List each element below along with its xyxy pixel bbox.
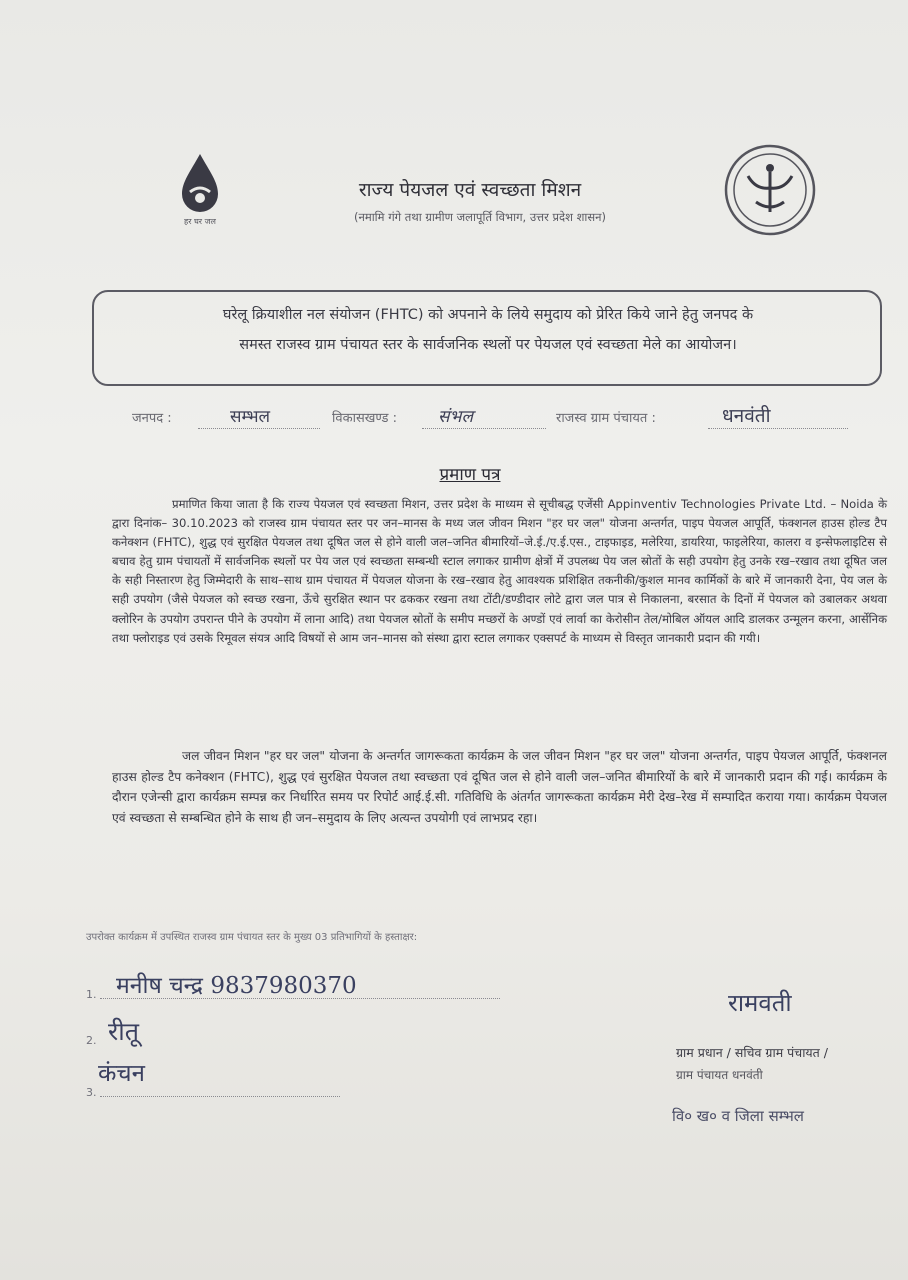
organization-title: राज्य पेयजल एवं स्वच्छता मिशन <box>358 179 582 201</box>
certificate-paragraph-2: जल जीवन मिशन "हर घर जल" योजना के अन्तर्गत जागरूकता कार्यक्रम के जल जीवन मिशन "हर घर जल" योजना अन्तर्गत, पाइप पेयजल आपूर्ति, फंक्शनल हाउस होल्ड टैप कनेक्शन (FHTC), शुद्ध एवं सुरक्षित पेयजल तथा स्वच्छता एवं दूषित जल से होने वाली जल–जनित बीमारियों के बारे में जानकारी प्रदान की गई। कार्यक्रम के दौरान एजेन्सी द्वारा कार्यक्रम सम्पन्न कर निर्धारित समय पर रिपोर्ट आई.ई.सी. गतिविधि के अंतर्गत जागरूकता कार्यक्रम मेरी देख–रेख में सम्पादित कराया गया। कार्यक्रम पेयजल एवं स्वच्छता से सम्बन्धित होने के साथ ही जन–समुदाय के लिए अत्यन्त उपयोगी एवं लाभप्रद रहा। <box>112 749 887 825</box>
logo-text: हर घर जल <box>184 217 216 226</box>
block-label: विकासखण्ड : <box>332 411 398 426</box>
participant-signature-2: रीतू <box>108 1017 139 1046</box>
har-ghar-jal-logo <box>160 150 240 240</box>
certificate-paragraph-1: प्रमाणित किया जाता है कि राज्य पेयजल एवं स्वच्छता मिशन, उत्तर प्रदेश के माध्यम से सूचीबद्ध एजेंसी Appinventiv Technologies Private Ltd. – Noida के द्वारा दिनांक– 30.10.2023 को राजस्व ग्राम पंचायत स्तर पर जन–मानस के मध्य जल जीवन मिशन "हर घर जल" योजना अन्तर्गत, पाइप पेयजल आपूर्ति, फंक्शनल हाउस होल्ड टैप कनेक्शन (FHTC), शुद्ध एवं सुरक्षित पेयजल तथा दूषित जल से होने वाली जल–जनित बीमारियों–जे.ई./ए.ई.एस., टाइफाइड, मलेरिया, डायरिया, फाइलेरिया, कालरा व इन्सेफलाइटिस से बचाव हेतु ग्राम पंचायतों में सार्वजनिक स्थलों पर पेय जल एवं स्वच्छता सम्बन्धी स्टाल लगाकर ग्रामीण क्षेत्रों में उपलब्ध पेय जल स्रोतों के सही उपयोग हेतु उनके रख–रखाव तथा दूषित जल के सही निस्तारण हेतु जिम्मेदारी के साथ–साथ ग्राम पंचायत में पेयजल योजना के रख–रखाव हेतु आवश्यक प्रशिक्षित तकनीकी/कुशल मानव कार्मिकों के बारे में जानकारी देना, पेय जल के सही उपयोग (जैसे पेयजल को स्वच्छ रखना, ऊँचे सुरक्षित स्थान पर ढककर रखना तथा टोंटी/डण्डीदार लोटे द्वारा जल पात्र से निकालना, बरसात के दिनों में पेयजल को उबालकर अथवा क्लोरिन के उपयोग उपरान्त पीने के उपयोग में लाना आदि) तथा पेयजल स्रोतों के समीप मच्छरों के अण्डों एवं लार्वा का केरोसीन तेल/मोबिल ऑयल आदि डालकर उन्मूलन करना, आर्सेनिक तथा फ्लोराइड एवं उसके रिमूवल संयत्र आदि विषयों से आम जन–मानस को संस्था द्वारा स्टाल लगाकर एक्सपर्ट के माध्यम से विस्तृत जानकारी प्रदान की गयी। <box>112 497 887 645</box>
pradhan-signature: रामवती <box>728 989 792 1017</box>
participant-number-1: 1. <box>86 988 97 1001</box>
organization-subtitle: (नमामि गंगे तथा ग्रामीण जलापूर्ति विभाग, उत्तर प्रदेश शासन) <box>353 210 607 224</box>
participant-signature-2b: कंचन <box>98 1059 145 1087</box>
district-value: सम्भल <box>230 407 271 427</box>
panchayat-value: धनवंती <box>722 405 771 427</box>
participants-note: उपरोक्त कार्यक्रम में उपस्थित राजस्व ग्राम पंचायत स्तर के मुख्य 03 प्रतिभागियों के हस्ताक्षर: <box>86 932 418 943</box>
participant-signature-1: मनीष चन्द्र 9837980370 <box>116 973 357 999</box>
district-underline <box>198 428 320 429</box>
participant-number-3: 3. <box>86 1086 97 1099</box>
signatory-designation: ग्राम प्रधान / सचिव ग्राम पंचायत / <box>676 1045 828 1060</box>
district-label: जनपद : <box>132 411 172 426</box>
subject-line-2: समस्त राजस्व ग्राम पंचायत स्तर के सार्वजनिक स्थलों पर पेयजल एवं स्वच्छता मेले का आयोजन। <box>239 337 737 353</box>
block-value: संभल <box>438 407 473 427</box>
participant-number-2: 2. <box>86 1034 97 1047</box>
panchayat-label: राजस्व ग्राम पंचायत : <box>556 411 656 426</box>
panchayat-underline <box>708 428 848 429</box>
block-underline <box>422 428 546 429</box>
participant-line-3 <box>100 1096 340 1097</box>
stamp-panchayat: ग्राम पंचायत धनवंती <box>676 1068 763 1082</box>
certificate-title: प्रमाण पत्र <box>439 465 501 485</box>
subject-text <box>108 300 868 360</box>
subject-line-1: घरेलू क्रियाशील नल संयोजन (FHTC) को अपनाने के लिये समुदाय को प्रेरित किये जाने हेतु जनपद के <box>222 307 754 323</box>
stamp-block-district: वि० ख० व जिला सम्भल <box>672 1107 804 1125</box>
up-government-seal-icon <box>722 142 818 238</box>
